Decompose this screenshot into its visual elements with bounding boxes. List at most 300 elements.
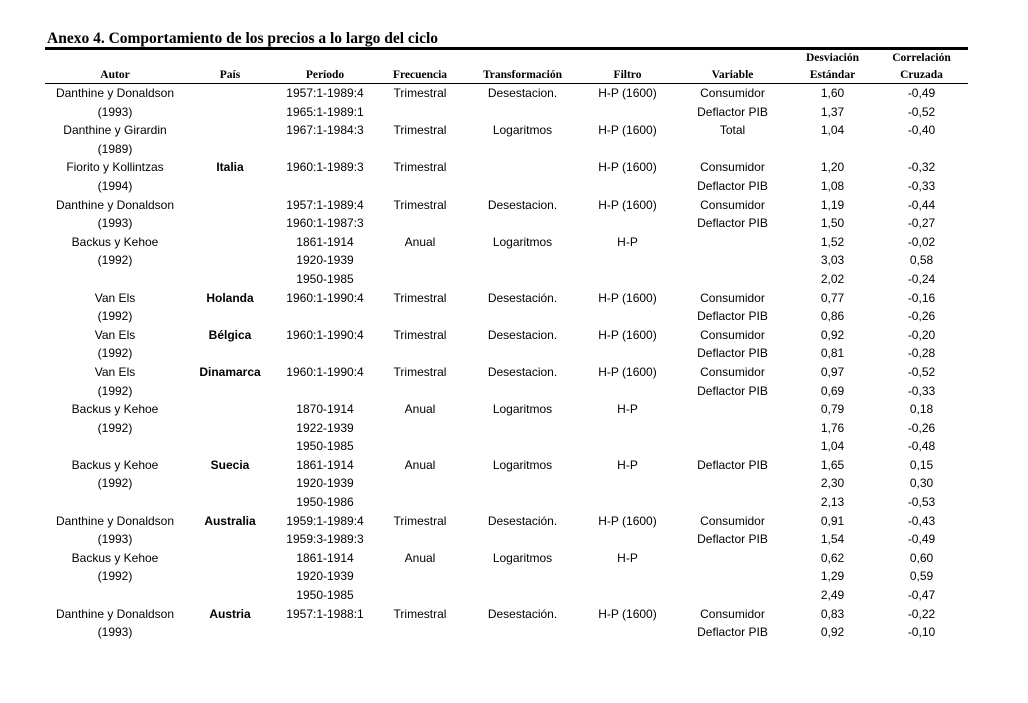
cell-correlacion-cruzada: -0,20 xyxy=(907,327,936,342)
cell-correlacion-cruzada: -0,22 xyxy=(907,606,936,621)
cell-variable: Consumidor xyxy=(700,606,765,621)
cell-variable xyxy=(675,140,790,159)
cell-filtro: H-P xyxy=(617,550,638,565)
cell-pais: Bélgica xyxy=(208,327,252,342)
cell-frecuencia: Trimestral xyxy=(393,290,447,305)
cell-variable xyxy=(675,549,790,568)
cell-frecuencia: Trimestral xyxy=(393,327,447,342)
table-row xyxy=(45,344,968,363)
cell-autor: Backus y Kehoe xyxy=(71,234,159,249)
cell-correlacion-cruzada: -0,24 xyxy=(907,271,936,286)
cell-pais: Italia xyxy=(216,160,244,175)
cell-desviacion-estandar: 1,54 xyxy=(820,532,845,547)
cell-pais xyxy=(185,270,275,289)
cell-correlacion-cruzada: -0,52 xyxy=(907,104,936,119)
cell-frecuencia: Trimestral xyxy=(393,160,447,175)
cell-transformacion xyxy=(465,493,580,512)
cell-variable: Deflactor PIB xyxy=(697,625,768,640)
cell-frecuencia xyxy=(375,177,465,196)
cell-pais: Austria xyxy=(209,606,251,621)
cell-desviacion-estandar: 1,20 xyxy=(820,160,845,175)
cell-pais xyxy=(185,344,275,363)
cell-autor: Danthine y Donaldson xyxy=(55,606,175,621)
cell-desviacion-estandar: 0,62 xyxy=(820,550,845,565)
cell-frecuencia: Trimestral xyxy=(393,606,447,621)
cell-pais: Suecia xyxy=(210,457,250,472)
cell-autor: Backus y Kehoe xyxy=(71,402,159,417)
cell-desviacion-estandar: 2,49 xyxy=(820,588,845,603)
cell-frecuencia: Trimestral xyxy=(393,197,447,212)
cell-transformacion: Desestación. xyxy=(487,606,558,621)
cell-variable xyxy=(675,437,790,456)
table-row xyxy=(45,437,968,456)
cell-desviacion-estandar: 1,60 xyxy=(820,86,845,100)
cell-periodo: 1950-1985 xyxy=(296,271,354,286)
table-row xyxy=(45,177,968,196)
table-row xyxy=(45,586,968,605)
cell-pais: Australia xyxy=(204,513,256,528)
cell-transformacion: Desestacion. xyxy=(487,86,558,100)
cell-correlacion-cruzada xyxy=(875,140,968,159)
cell-correlacion-cruzada: 0,60 xyxy=(909,550,934,565)
cell-autor: (1993) xyxy=(97,216,133,231)
cell-variable xyxy=(675,567,790,586)
cell-desviacion-estandar: 0,69 xyxy=(820,383,845,398)
cell-periodo: 1960:1-1990:4 xyxy=(286,327,364,342)
cell-pais: Holanda xyxy=(206,290,254,305)
table-row xyxy=(45,326,968,345)
cell-transformacion xyxy=(465,270,580,289)
cell-autor: Backus y Kehoe xyxy=(71,457,159,472)
cell-desviacion-estandar: 1,04 xyxy=(820,123,845,138)
cell-desviacion-estandar: 2,02 xyxy=(820,271,845,286)
cell-periodo: 1957:1-1988:1 xyxy=(286,606,364,621)
cell-transformacion xyxy=(465,474,580,493)
cell-pais xyxy=(185,586,275,605)
cell-autor: (1994) xyxy=(97,178,133,193)
cell-variable: Deflactor PIB xyxy=(697,178,768,193)
cell-filtro xyxy=(580,530,675,549)
cell-periodo: 1959:1-1989:4 xyxy=(286,513,364,528)
table-row xyxy=(45,605,968,624)
cell-periodo: 1965:1-1989:1 xyxy=(286,104,364,119)
cell-correlacion-cruzada: -0,26 xyxy=(907,420,936,435)
cell-transformacion: Desestacion. xyxy=(487,364,558,379)
table-header xyxy=(45,50,968,84)
table-row xyxy=(45,567,968,586)
cell-frecuencia: Anual xyxy=(404,234,436,249)
cell-frecuencia xyxy=(375,586,465,605)
cell-correlacion-cruzada: -0,28 xyxy=(907,346,936,361)
cell-correlacion-cruzada: -0,43 xyxy=(907,513,936,528)
cell-autor xyxy=(45,270,185,289)
cell-autor: Backus y Kehoe xyxy=(71,550,159,565)
cell-pais xyxy=(185,177,275,196)
header-correlacion-line2: Cruzada xyxy=(875,66,968,84)
cell-correlacion-cruzada: 0,59 xyxy=(909,569,934,584)
cell-transformacion: Logaritmos xyxy=(492,550,553,565)
cell-pais xyxy=(185,623,275,642)
cell-autor: (1992) xyxy=(97,420,133,435)
cell-filtro xyxy=(580,307,675,326)
cell-pais xyxy=(185,419,275,438)
cell-autor: (1989) xyxy=(97,141,133,156)
table-row xyxy=(45,270,968,289)
cell-filtro: H-P (1600) xyxy=(598,364,657,379)
cell-variable: Consumidor xyxy=(700,86,765,100)
cell-transformacion: Logaritmos xyxy=(492,402,553,417)
cell-transformacion xyxy=(465,382,580,401)
cell-frecuencia xyxy=(375,437,465,456)
cell-frecuencia xyxy=(375,623,465,642)
cell-correlacion-cruzada: -0,26 xyxy=(907,309,936,324)
cell-pais: Dinamarca xyxy=(199,364,261,379)
cell-frecuencia: Anual xyxy=(404,402,436,417)
cell-pais xyxy=(185,121,275,140)
cell-periodo: 1861-1914 xyxy=(296,550,354,565)
cell-frecuencia: Trimestral xyxy=(393,123,447,138)
cell-autor: Danthine y Donaldson xyxy=(55,513,175,528)
cell-filtro xyxy=(580,586,675,605)
cell-desviacion-estandar: 0,77 xyxy=(820,290,845,305)
cell-variable: Deflactor PIB xyxy=(697,383,768,398)
cell-desviacion-estandar: 0,92 xyxy=(820,625,845,640)
cell-desviacion-estandar: 0,83 xyxy=(820,606,845,621)
cell-variable: Consumidor xyxy=(700,364,765,379)
cell-pais xyxy=(185,400,275,419)
cell-correlacion-cruzada: -0,47 xyxy=(907,588,936,603)
cell-transformacion xyxy=(465,586,580,605)
cell-autor xyxy=(45,437,185,456)
cell-pais xyxy=(185,530,275,549)
table-row xyxy=(45,493,968,512)
cell-frecuencia xyxy=(375,270,465,289)
cell-filtro xyxy=(580,382,675,401)
table-row xyxy=(45,84,968,103)
cell-autor: (1992) xyxy=(97,346,133,361)
cell-frecuencia xyxy=(375,382,465,401)
cell-periodo xyxy=(275,177,375,196)
cell-autor: Danthine y Girardin xyxy=(63,123,167,138)
cell-autor: Van Els xyxy=(94,364,136,379)
cell-transformacion: Logaritmos xyxy=(492,234,553,249)
cell-frecuencia: Trimestral xyxy=(393,513,447,528)
cell-periodo: 1922-1939 xyxy=(296,420,354,435)
cell-frecuencia xyxy=(375,493,465,512)
cell-transformacion: Logaritmos xyxy=(492,123,553,138)
header-desviacion-line2: Estándar xyxy=(790,66,875,84)
cell-correlacion-cruzada: -0,33 xyxy=(907,383,936,398)
cell-transformacion: Desestacion. xyxy=(487,327,558,342)
header-pais: País xyxy=(185,66,275,84)
header-filtro: Filtro xyxy=(580,66,675,84)
table-row xyxy=(45,549,968,568)
cell-periodo xyxy=(275,382,375,401)
cell-pais xyxy=(185,567,275,586)
cell-variable: Consumidor xyxy=(700,513,765,528)
cell-transformacion xyxy=(465,567,580,586)
cell-correlacion-cruzada: -0,33 xyxy=(907,178,936,193)
cell-variable xyxy=(675,251,790,270)
cell-pais xyxy=(185,233,275,252)
header-correlacion-line1: Correlación xyxy=(892,52,951,64)
cell-filtro xyxy=(580,214,675,233)
cell-autor: (1993) xyxy=(97,104,133,119)
cell-transformacion xyxy=(465,623,580,642)
cell-desviacion-estandar: 0,81 xyxy=(820,346,845,361)
header-transformacion: Transformación xyxy=(465,66,580,84)
table-row xyxy=(45,251,968,270)
cell-pais xyxy=(185,214,275,233)
cell-correlacion-cruzada: -0,49 xyxy=(907,86,936,100)
cell-periodo: 1967:1-1984:3 xyxy=(286,123,364,138)
cell-autor: (1993) xyxy=(97,625,133,640)
table-row xyxy=(45,233,968,252)
cell-frecuencia xyxy=(375,344,465,363)
cell-desviacion-estandar: 2,30 xyxy=(820,476,845,491)
cell-desviacion-estandar: 1,37 xyxy=(820,104,845,119)
cell-desviacion-estandar: 1,29 xyxy=(820,569,845,584)
cell-correlacion-cruzada: 0,58 xyxy=(909,253,934,268)
cell-desviacion-estandar: 0,79 xyxy=(820,402,845,417)
cell-periodo: 1861-1914 xyxy=(296,457,354,472)
cell-transformacion: Logaritmos xyxy=(492,457,553,472)
table-row xyxy=(45,474,968,493)
cell-variable: Consumidor xyxy=(700,290,765,305)
cell-desviacion-estandar: 2,13 xyxy=(820,495,845,510)
cell-autor: Fiorito y Kollintzas xyxy=(66,160,164,175)
table-row xyxy=(45,307,968,326)
cell-variable: Deflactor PIB xyxy=(697,346,768,361)
cell-filtro: H-P (1600) xyxy=(598,123,657,138)
table-row xyxy=(45,419,968,438)
table-row xyxy=(45,530,968,549)
cell-correlacion-cruzada: -0,27 xyxy=(907,216,936,231)
cell-periodo: 1960:1-1990:4 xyxy=(286,364,364,379)
cell-frecuencia xyxy=(375,567,465,586)
cell-desviacion-estandar: 0,97 xyxy=(820,364,845,379)
cell-desviacion-estandar xyxy=(790,140,875,159)
cell-filtro: H-P (1600) xyxy=(598,327,657,342)
cell-pais xyxy=(185,103,275,122)
cell-filtro xyxy=(580,437,675,456)
cell-transformacion xyxy=(465,214,580,233)
cell-periodo xyxy=(275,140,375,159)
cell-periodo: 1950-1985 xyxy=(296,588,354,603)
cell-frecuencia xyxy=(375,530,465,549)
header-variable: Variable xyxy=(675,66,790,84)
table-row xyxy=(45,623,968,642)
cell-correlacion-cruzada: -0,40 xyxy=(907,123,936,138)
cell-filtro xyxy=(580,103,675,122)
cell-transformacion xyxy=(465,251,580,270)
cell-variable xyxy=(675,493,790,512)
cell-autor: (1992) xyxy=(97,383,133,398)
cell-periodo: 1960:1-1987:3 xyxy=(286,216,364,231)
cell-autor xyxy=(45,493,185,512)
header-periodo: Período xyxy=(275,66,375,84)
header-desviacion-line1: Desviación xyxy=(805,52,860,64)
cell-frecuencia xyxy=(375,251,465,270)
cell-frecuencia xyxy=(375,474,465,493)
cell-desviacion-estandar: 1,76 xyxy=(820,420,845,435)
cell-periodo xyxy=(275,307,375,326)
cell-transformacion xyxy=(465,177,580,196)
cell-filtro xyxy=(580,344,675,363)
cell-autor xyxy=(45,586,185,605)
cell-variable: Consumidor xyxy=(700,160,765,175)
cell-autor: (1992) xyxy=(97,309,133,324)
cell-variable: Deflactor PIB xyxy=(697,309,768,324)
cell-desviacion-estandar: 1,19 xyxy=(820,197,845,212)
cell-desviacion-estandar: 1,52 xyxy=(820,234,845,249)
cell-filtro xyxy=(580,567,675,586)
cell-pais xyxy=(185,437,275,456)
cell-pais xyxy=(185,140,275,159)
cell-transformacion: Desestación. xyxy=(487,513,558,528)
annex-page xyxy=(45,30,968,642)
cell-variable: Deflactor PIB xyxy=(697,216,768,231)
cell-autor: Van Els xyxy=(94,327,136,342)
cell-transformacion xyxy=(465,140,580,159)
table-row xyxy=(45,382,968,401)
cell-frecuencia: Anual xyxy=(404,457,436,472)
cell-desviacion-estandar: 0,91 xyxy=(820,513,845,528)
cell-desviacion-estandar: 3,03 xyxy=(820,253,845,268)
cell-filtro xyxy=(580,140,675,159)
cell-periodo: 1861-1914 xyxy=(296,234,354,249)
cell-filtro: H-P (1600) xyxy=(598,86,657,100)
cell-frecuencia: Anual xyxy=(404,550,436,565)
table-row xyxy=(45,103,968,122)
table-row xyxy=(45,456,968,475)
cell-periodo: 1950-1986 xyxy=(296,495,354,510)
cell-filtro xyxy=(580,623,675,642)
cell-filtro xyxy=(580,177,675,196)
cell-pais xyxy=(185,493,275,512)
cell-transformacion xyxy=(465,344,580,363)
cell-transformacion xyxy=(465,158,580,177)
cell-variable: Consumidor xyxy=(700,327,765,342)
cell-filtro: H-P xyxy=(617,234,638,249)
cell-autor: (1993) xyxy=(97,532,133,547)
cell-transformacion xyxy=(465,103,580,122)
cell-filtro xyxy=(580,493,675,512)
cell-pais xyxy=(185,84,275,103)
cell-periodo: 1950-1985 xyxy=(296,439,354,454)
cell-periodo xyxy=(275,623,375,642)
cell-periodo: 1960:1-1990:4 xyxy=(286,290,364,305)
cell-filtro: H-P (1600) xyxy=(598,606,657,621)
cell-variable xyxy=(675,419,790,438)
cell-correlacion-cruzada: -0,44 xyxy=(907,197,936,212)
cell-filtro xyxy=(580,419,675,438)
cell-autor: Van Els xyxy=(94,290,136,305)
table-row xyxy=(45,512,968,531)
cell-variable xyxy=(675,270,790,289)
cell-transformacion: Desestación. xyxy=(487,290,558,305)
cell-pais xyxy=(185,307,275,326)
cell-periodo: 1920-1939 xyxy=(296,476,354,491)
cell-autor: (1992) xyxy=(97,253,133,268)
cell-variable: Deflactor PIB xyxy=(697,457,768,472)
cell-periodo: 1959:3-1989:3 xyxy=(286,532,364,547)
cell-transformacion xyxy=(465,530,580,549)
cell-correlacion-cruzada: 0,30 xyxy=(909,476,934,491)
cell-filtro xyxy=(580,270,675,289)
page-title: Anexo 4. Comportamiento de los precios a lo largo del ciclo xyxy=(47,30,439,47)
cell-filtro: H-P (1600) xyxy=(598,160,657,175)
cell-correlacion-cruzada: -0,10 xyxy=(907,625,936,640)
cell-variable: Total xyxy=(719,123,746,138)
cell-desviacion-estandar: 1,04 xyxy=(820,439,845,454)
cell-correlacion-cruzada: 0,18 xyxy=(909,402,934,417)
cell-frecuencia xyxy=(375,419,465,438)
cell-periodo: 1960:1-1989:3 xyxy=(286,160,364,175)
cell-filtro xyxy=(580,474,675,493)
cell-periodo xyxy=(275,344,375,363)
cell-frecuencia: Trimestral xyxy=(393,86,447,100)
cell-frecuencia xyxy=(375,103,465,122)
cell-correlacion-cruzada: 0,15 xyxy=(909,457,934,472)
table-row xyxy=(45,121,968,140)
cell-correlacion-cruzada: -0,48 xyxy=(907,439,936,454)
cell-filtro: H-P xyxy=(617,457,638,472)
table-body xyxy=(45,84,968,642)
cell-periodo: 1957:1-1989:4 xyxy=(286,197,364,212)
cell-autor: Danthine y Donaldson xyxy=(55,86,175,100)
cell-filtro xyxy=(580,251,675,270)
cell-periodo: 1920-1939 xyxy=(296,569,354,584)
cell-autor: (1992) xyxy=(97,569,133,584)
cell-frecuencia xyxy=(375,307,465,326)
cell-desviacion-estandar: 0,92 xyxy=(820,327,845,342)
cell-transformacion xyxy=(465,437,580,456)
cell-correlacion-cruzada: -0,32 xyxy=(907,160,936,175)
cell-frecuencia: Trimestral xyxy=(393,364,447,379)
cell-autor: Danthine y Donaldson xyxy=(55,197,175,212)
cell-variable: Consumidor xyxy=(700,197,765,212)
cell-pais xyxy=(185,196,275,215)
cell-variable: Deflactor PIB xyxy=(697,104,768,119)
table-row xyxy=(45,158,968,177)
table-row xyxy=(45,140,968,159)
cell-desviacion-estandar: 1,08 xyxy=(820,178,845,193)
cell-periodo: 1870-1914 xyxy=(296,402,354,417)
header-autor: Autor xyxy=(45,66,185,84)
cell-variable xyxy=(675,233,790,252)
cell-pais xyxy=(185,382,275,401)
table-row xyxy=(45,400,968,419)
cell-filtro: H-P (1600) xyxy=(598,290,657,305)
cell-variable xyxy=(675,400,790,419)
table-row xyxy=(45,363,968,382)
cell-pais xyxy=(185,549,275,568)
cell-transformacion xyxy=(465,419,580,438)
cell-periodo: 1920-1939 xyxy=(296,253,354,268)
cell-filtro: H-P xyxy=(617,402,638,417)
cell-filtro: H-P (1600) xyxy=(598,513,657,528)
cell-filtro: H-P (1600) xyxy=(598,197,657,212)
cell-correlacion-cruzada: -0,53 xyxy=(907,495,936,510)
cell-frecuencia xyxy=(375,214,465,233)
cell-variable xyxy=(675,474,790,493)
cell-variable: Deflactor PIB xyxy=(697,532,768,547)
cell-desviacion-estandar: 1,65 xyxy=(820,457,845,472)
table-row xyxy=(45,196,968,215)
cell-pais xyxy=(185,474,275,493)
prices-cycle-table xyxy=(45,50,968,642)
